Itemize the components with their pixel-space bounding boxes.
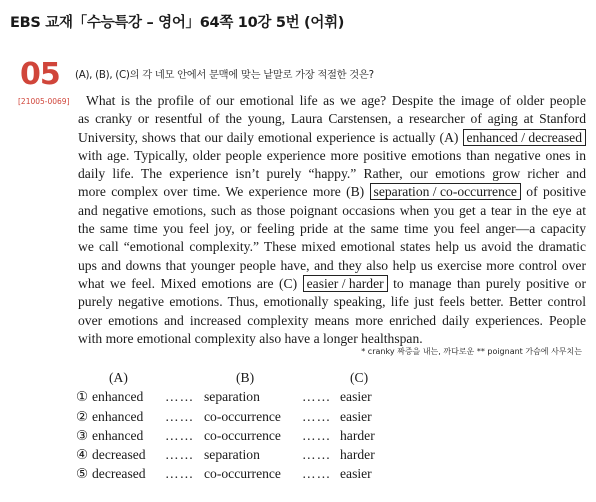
word-choice-box: separation / co-occurrence	[370, 183, 521, 200]
choice-dots: ……	[165, 427, 195, 443]
passage-text: and negative emotions, such as those poignant occasions when you get a tear in the eye at	[78, 202, 586, 218]
choice-b: co-occurrence	[204, 466, 281, 482]
choice-a: decreased	[92, 447, 146, 463]
passage-text: with age. Typically, older people experience more positive emotions than negative ones in	[78, 147, 586, 163]
word-choice-box: easier / harder	[303, 275, 388, 292]
question-instruction: (A), (B), (C)의 각 네모 안에서 문맥에 맞는 낱말로 가장 적절한 것은?	[75, 69, 374, 81]
passage-text: purely negative emotions. Thus, emotionally speaking, life just feels better. Better control	[78, 294, 586, 310]
passage-line	[78, 220, 586, 238]
question-code: [21005-0069]	[18, 97, 70, 106]
passage-text: University, shows that our daily emotional experience is actually (A)	[78, 129, 463, 145]
passage-line	[78, 293, 586, 311]
passage-line	[78, 183, 586, 201]
word-choice-box: enhanced / decreased	[463, 129, 586, 146]
choice-number: ①	[76, 389, 89, 405]
column-header-b: (B)	[236, 370, 255, 385]
choice-dots: ……	[302, 408, 332, 424]
choice-a: enhanced	[92, 427, 144, 443]
passage-text: to manage than purely positive or	[387, 275, 586, 291]
choice-c: easier	[340, 389, 372, 405]
choice-number: ④	[76, 447, 89, 463]
passage-text: what we feel. Mixed emotions are (C)	[78, 275, 303, 291]
passage-text: we call “emotional complexity.” These mixed emotional states help us avoid the dramatic	[78, 239, 586, 255]
choice-c: easier	[340, 466, 372, 482]
passage-line	[78, 257, 586, 275]
footnote: * cranky 짜증을 내는, 까다로운 ** poignant 가슴에 사무치는	[361, 347, 582, 356]
choice-dots: ……	[302, 466, 332, 482]
passage-line	[78, 312, 586, 330]
passage-line	[78, 165, 586, 183]
passage-text: of positive	[520, 184, 586, 200]
passage-line	[78, 110, 586, 128]
choice-number: ③	[76, 427, 89, 443]
choice-number: ⑤	[76, 466, 89, 482]
choice-c: harder	[340, 427, 375, 443]
choice-number: ②	[76, 408, 89, 424]
passage-line	[78, 92, 586, 110]
choice-c: harder	[340, 447, 375, 463]
passage-line	[78, 238, 586, 256]
passage-line	[78, 275, 586, 293]
choice-dots: ……	[165, 389, 195, 405]
choice-dots: ……	[302, 447, 332, 463]
passage-text: the same time you feel joy, or feeling pride at the same time you feel anger—a capacity	[78, 221, 586, 237]
choice-dots: ……	[302, 427, 332, 443]
passage-text: as cranky or resentful of the young, Laura Carstensen, a researcher of aging at Stanford	[78, 111, 586, 127]
passage-line	[78, 202, 586, 220]
choice-dots: ……	[165, 466, 195, 482]
choice-b: separation	[204, 447, 260, 463]
choice-dots: ……	[165, 447, 195, 463]
question-number: 05	[20, 57, 60, 92]
choice-b: co-occurrence	[204, 408, 281, 424]
passage-text: over emotions and increased complexity means more enriched daily experiences. People	[78, 312, 586, 328]
column-header-c: (C)	[350, 370, 369, 385]
passage-line	[78, 129, 586, 147]
page-title: EBS 교재「수능특강 – 영어」64쪽 10강 5번 (어휘)	[10, 15, 345, 31]
passage-text: ups and downs that younger people have, and they also help us exercise more control over	[78, 257, 586, 273]
choice-a: decreased	[92, 466, 146, 482]
passage-text: daily life. The experience isn’t purely “happy.” Rather, our emotions grow richer and	[78, 166, 586, 182]
choice-b: separation	[204, 389, 260, 405]
choice-dots: ……	[165, 408, 195, 424]
choice-c: easier	[340, 408, 372, 424]
passage-text: What is the profile of our emotional life as we age? Despite the image of older people	[86, 93, 586, 108]
choice-dots: ……	[302, 389, 332, 405]
choice-a: enhanced	[92, 408, 144, 424]
passage	[78, 92, 586, 348]
passage-line	[78, 147, 586, 165]
choice-b: co-occurrence	[204, 427, 281, 443]
passage-text: more complex over time. We experience more (B)	[78, 184, 370, 200]
choice-a: enhanced	[92, 389, 144, 405]
passage-text: with more emotional complexity also have a longer healthspan.	[78, 330, 423, 346]
column-header-a: (A)	[109, 370, 128, 385]
